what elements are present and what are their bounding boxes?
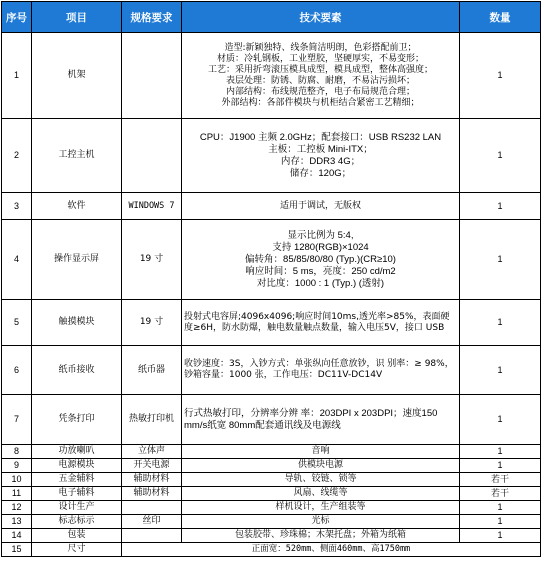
row-item: 操作显示屏 <box>32 220 122 300</box>
row-no: 12 <box>2 501 32 515</box>
row-tech <box>182 346 460 395</box>
row-spec <box>122 529 182 543</box>
row-tech: 风扇、线缆等 <box>182 487 460 501</box>
row-tech <box>182 193 460 220</box>
row-qty: 若干 <box>460 473 541 487</box>
row-item: 电子辅料 <box>32 487 122 501</box>
row-item: 凭条打印 <box>32 395 122 445</box>
tech-line: 响应时间：5 ms，亮度：250 cd/m2 <box>245 265 396 277</box>
row-tech: 导轨、铰链、锁等 <box>182 473 460 487</box>
row-item: 电源模块 <box>32 459 122 473</box>
row-no: 7 <box>2 395 32 445</box>
row-qty: 1 <box>460 346 541 395</box>
row-qty: 1 <box>460 220 541 300</box>
row-no: 8 <box>2 445 32 459</box>
tech-line: 显示比例为 5:4, <box>287 229 354 241</box>
tech-line: 内存：DDR3 4G； <box>280 155 361 167</box>
row-tech <box>182 220 460 300</box>
row-qty: 若干 <box>460 487 541 501</box>
row-spec: 辅助材料 <box>122 487 182 501</box>
tech-line: 材质：冷轧钢板，工业塑胶，坚硬厚实，不易变形； <box>216 53 424 64</box>
table-row <box>2 220 541 300</box>
table-row <box>2 459 541 473</box>
row-spec: 热敏打印机 <box>122 395 182 445</box>
tech-line: CPU：J1900 主频 2.0GHz；配套接口：USB RS232 LAN <box>199 131 442 143</box>
table-row <box>2 473 541 487</box>
table-row <box>2 529 541 543</box>
row-spec <box>122 33 182 119</box>
row-qty: 1 <box>460 459 541 473</box>
row-no: 1 <box>2 33 32 119</box>
row-no: 4 <box>2 220 32 300</box>
row-item: 五金辅料 <box>32 473 122 487</box>
row-qty: 1 <box>460 33 541 119</box>
row-no: 10 <box>2 473 32 487</box>
header-tech: 技术要素 <box>182 2 460 33</box>
row-tech: 光标 <box>182 515 460 529</box>
row-tech: 包装胶带、珍珠棉；木架托盘；外箱为纸箱 <box>182 529 460 543</box>
row-qty: 1 <box>460 501 541 515</box>
row-qty: 1 <box>460 300 541 346</box>
table-row <box>2 445 541 459</box>
table-row <box>2 501 541 515</box>
row-item: 工控主机 <box>32 119 122 193</box>
row-tech <box>182 119 460 193</box>
row-qty: 1 <box>460 119 541 193</box>
tech-line: 表层处理：防锈、防腐、耐磨，不易沾污损坏； <box>225 75 415 86</box>
header-row <box>2 2 541 33</box>
row-qty: 1 <box>460 445 541 459</box>
row-item: 功放喇叭 <box>32 445 122 459</box>
table-row <box>2 193 541 220</box>
tech-line: 行式热敏打印，分辨率分辨 率：203DPI x 203DPI；速度150 mm/s纸宽 80mm配套通讯线及电源线 <box>184 407 438 431</box>
row-tech: 音响 <box>182 445 460 459</box>
row-spec: 纸币器 <box>122 346 182 395</box>
tech-line: 工艺：采用折弯滚压模具成型，模具成型，整体高强度； <box>207 64 433 75</box>
table-row <box>2 119 541 193</box>
row-spec: 19 寸 <box>122 220 182 300</box>
row-tech: 供模块电源 <box>182 459 460 473</box>
tech-line: 支持 1280(RGB)×1024 <box>272 241 369 253</box>
row-item: 纸币接收 <box>32 346 122 395</box>
row-dimensions: 正面宽：520mm、侧面460mm、高1750mm <box>122 543 541 557</box>
tech-line: 内部结构：布线规范整齐，电子布局规范合理； <box>225 86 415 97</box>
row-tech <box>182 300 460 346</box>
row-spec: 辅助材料 <box>122 473 182 487</box>
row-item: 标志标示 <box>32 515 122 529</box>
row-tech <box>182 395 460 445</box>
row-spec: WINDOWS 7 <box>122 193 182 220</box>
row-item: 尺寸 <box>32 543 122 557</box>
row-tech: 样机设计，生产组装等 <box>182 501 460 515</box>
row-no: 9 <box>2 459 32 473</box>
row-item: 包装 <box>32 529 122 543</box>
row-item: 软件 <box>32 193 122 220</box>
row-no: 11 <box>2 487 32 501</box>
tech-line: 偏转角：85/85/80/80 (Typ.)(CR≥10) <box>245 253 396 265</box>
row-tech <box>182 33 460 119</box>
header-item: 项目 <box>32 2 122 33</box>
row-qty: 1 <box>460 515 541 529</box>
tech-line: 主板：工控板 Mini-ITX； <box>268 143 373 155</box>
spec-table <box>1 1 541 557</box>
row-no: 14 <box>2 529 32 543</box>
tech-line: 适用于调试，无版权 <box>279 200 361 211</box>
tech-line: 收钞速度：3S，入钞方式：单张纵向任意放钞，识 别率：≥ 98%，钞箱容量：1000 张，工作电压：DC11V-DC14V <box>184 359 454 380</box>
row-spec <box>122 501 182 515</box>
row-spec: 开关电源 <box>122 459 182 473</box>
row-spec: 立体声 <box>122 445 182 459</box>
row-no: 15 <box>2 543 32 557</box>
row-item: 触摸模块 <box>32 300 122 346</box>
row-qty: 1 <box>460 193 541 220</box>
header-no: 序号 <box>2 2 32 33</box>
header-spec: 规格要求 <box>122 2 182 33</box>
row-spec: 丝印 <box>122 515 182 529</box>
table-row <box>2 346 541 395</box>
row-no: 3 <box>2 193 32 220</box>
tech-line: 储存：120G； <box>289 167 352 179</box>
table-row <box>2 33 541 119</box>
table-row <box>2 300 541 346</box>
row-spec: 19 寸 <box>122 300 182 346</box>
row-qty: 1 <box>460 529 541 543</box>
row-no: 2 <box>2 119 32 193</box>
tech-line: 投射式电容屏;4096x4096;响应时间10ms,透光率>85%，表面硬度≥6H，防水防爆，触电数量触点数量，输入电压5V，接口 USB <box>184 311 450 333</box>
row-spec <box>122 119 182 193</box>
tech-line: 造型:新颖独特、线条简洁明朗，色彩搭配前卫； <box>224 42 417 53</box>
table-row <box>2 487 541 501</box>
row-no: 5 <box>2 300 32 346</box>
row-no: 6 <box>2 346 32 395</box>
header-qty: 数量 <box>460 2 541 33</box>
tech-line: 对比度：1000 : 1 (Typ.) (透射) <box>256 277 385 289</box>
row-item: 机架 <box>32 33 122 119</box>
tech-line: 外部结构：各部件模块与机柜结合紧密工艺精细； <box>221 97 420 108</box>
table-row <box>2 515 541 529</box>
row-item: 设计生产 <box>32 501 122 515</box>
row-qty: 1 <box>460 395 541 445</box>
table-row <box>2 543 541 557</box>
row-no: 13 <box>2 515 32 529</box>
table-row <box>2 395 541 445</box>
